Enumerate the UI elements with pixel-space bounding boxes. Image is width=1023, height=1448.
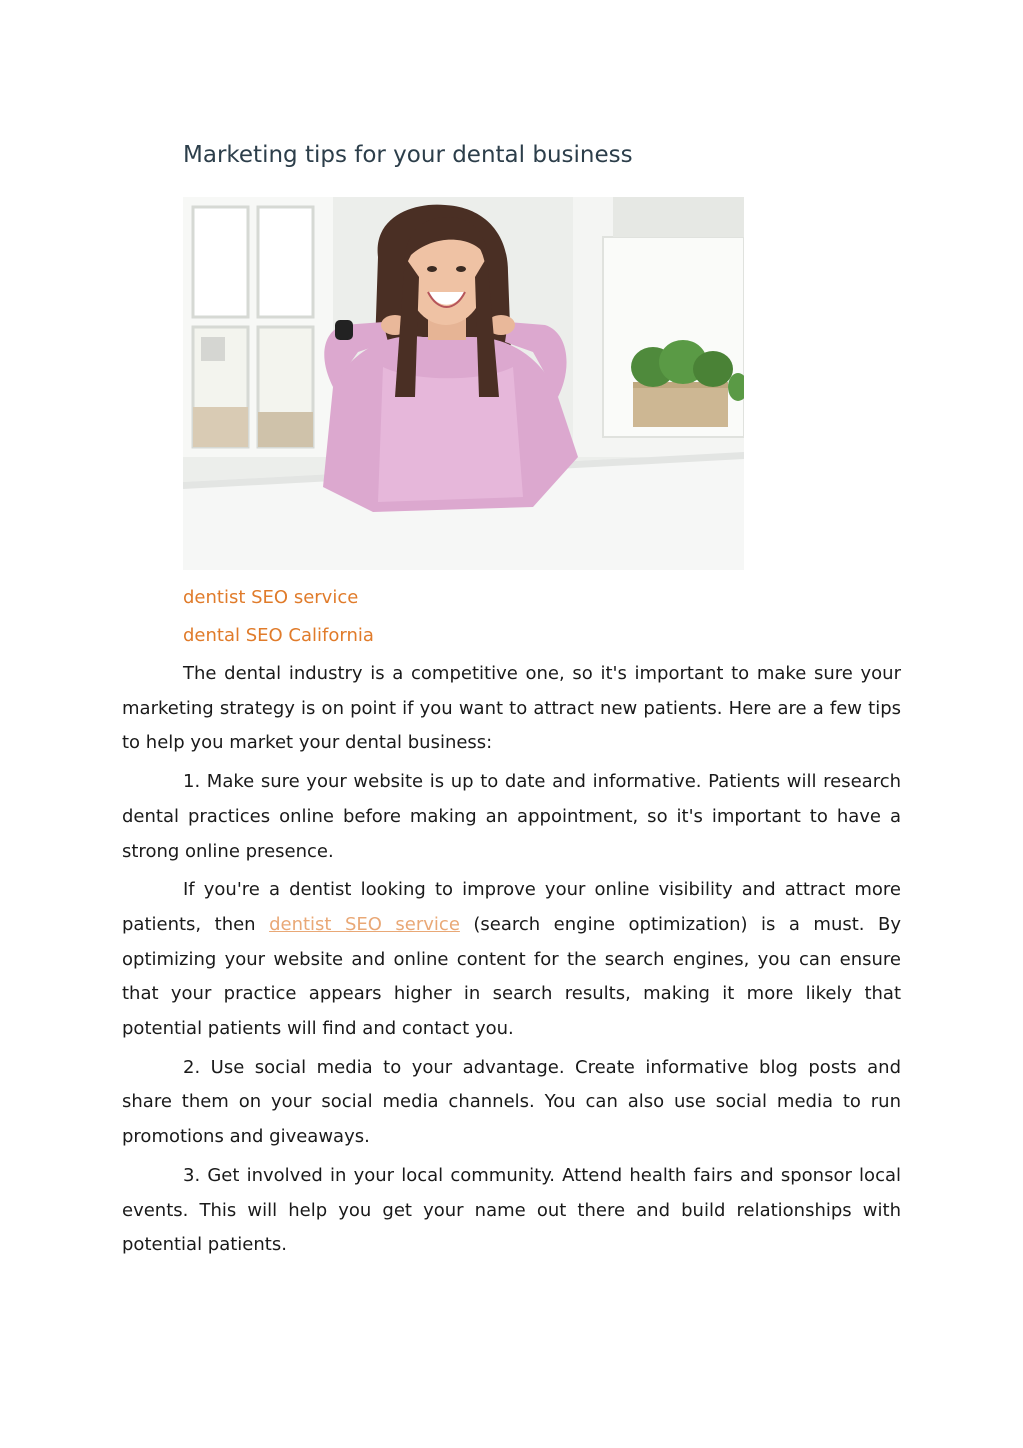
page-title: Marketing tips for your dental business xyxy=(183,142,633,168)
paragraph-intro: The dental industry is a competitive one, so it's important to make sure your marketing strategy is on point if you want to attract new patients. Here are a few tips to help you market your dental business: xyxy=(122,663,901,754)
paragraph-tip-3: 3. Get involved in your local community. Attend health fairs and sponsor local events. This will help you get your name out there and build relationships with potential patients. xyxy=(122,1164,901,1256)
paragraph-tip-2: 2. Use social media to your advantage. Create informative blog posts and share them on your social media channels. You can also use social media to run promotions and giveaways. xyxy=(122,1056,901,1148)
paragraph-seo-after: (search engine optimization) is a must. By optimizing your website and online content for the search engines, you can ensure that your practice appears higher in search results, making it more likely that potential patients will find and contact you. xyxy=(122,913,902,1040)
hero-image xyxy=(183,197,744,570)
paragraph-tip-1: 1. Make sure your website is up to date and informative. Patients will research dental practices online before making an appointment, so it's important to have a strong online presence. xyxy=(122,771,901,862)
inline-link-dentist-seo-service[interactable]: dentist SEO service xyxy=(269,913,460,935)
link-dentist-seo-service[interactable]: dentist SEO service xyxy=(183,587,359,608)
link-dental-seo-california[interactable]: dental SEO California xyxy=(183,625,374,646)
paragraph-seo xyxy=(122,873,901,1047)
paragraph-seo-before: If you're a dentist looking to improve your online visibility and attract more patients, then xyxy=(122,879,901,935)
article-body xyxy=(122,657,901,1267)
